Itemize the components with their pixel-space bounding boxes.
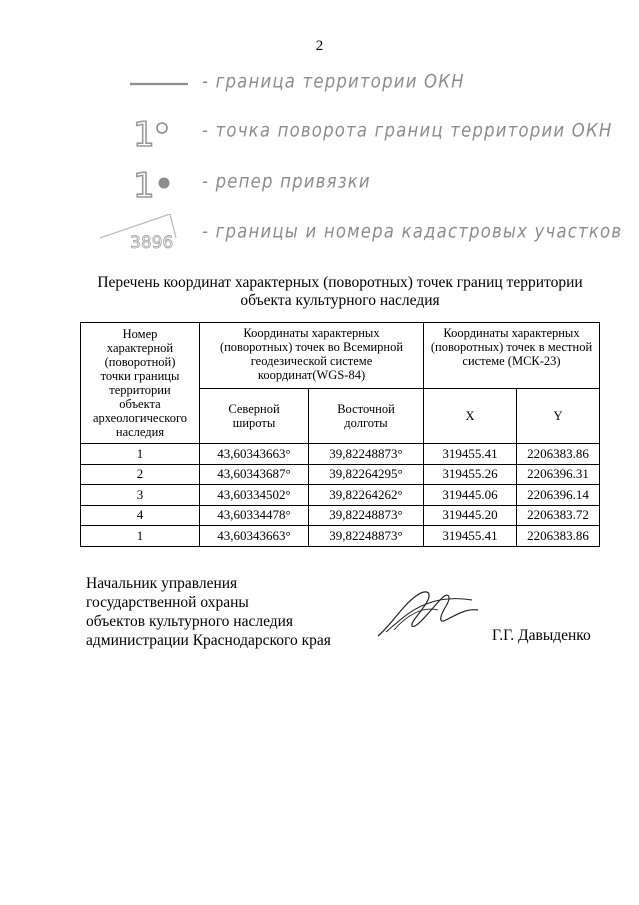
boundary-line-icon	[100, 64, 195, 104]
legend-text: - точка поворота границ территории ОКН	[202, 119, 613, 142]
cell-num: 3	[81, 485, 200, 506]
cell-y: 2206396.14	[517, 485, 600, 506]
list-title-line: объекта культурного наследия	[240, 292, 440, 309]
cell-y: 2206383.72	[517, 505, 600, 526]
cell-num: 1	[81, 444, 200, 465]
legend-item-benchmark	[100, 164, 620, 204]
cell-lat: 43,60334502°	[200, 485, 309, 506]
header-point-number: Номер характерной (поворотной) точки границы территории объекта археологического наследия	[81, 323, 200, 444]
signer-title	[86, 574, 331, 650]
signer-line: Начальник управления	[86, 575, 238, 592]
header-msk23: Координаты характерных (поворотных) точек в местной системе (МСК-23)	[424, 323, 600, 389]
list-title-line: Перечень координат характерных (поворотных) точек границ территории	[97, 274, 583, 291]
table-row	[81, 464, 600, 485]
cell-x: 319445.20	[424, 505, 517, 526]
legend-item-boundary	[100, 64, 620, 104]
signer-line: объектов культурного наследия	[86, 613, 294, 630]
benchmark-icon	[100, 164, 195, 204]
cell-x: 319455.26	[424, 464, 517, 485]
cell-lon: 39,82264295°	[309, 464, 424, 485]
signer-line: государственной охраны	[86, 594, 249, 611]
legend-text: - репер привязки	[202, 170, 371, 193]
cell-num: 1	[81, 526, 200, 547]
cell-lon: 39,82264262°	[309, 485, 424, 506]
legend-text: - граница территории ОКН	[202, 70, 465, 93]
table-row	[81, 526, 600, 547]
legend-item-cadastral	[100, 214, 623, 254]
table-row	[81, 444, 600, 465]
legend-text: - границы и номера кадастровых участков	[202, 220, 623, 243]
cell-y: 2206383.86	[517, 444, 600, 465]
cell-y: 2206396.31	[517, 464, 600, 485]
cell-num: 4	[81, 505, 200, 526]
cell-x: 319455.41	[424, 526, 517, 547]
cadastral-parcel-label: 3896	[130, 233, 174, 253]
table-row	[81, 485, 600, 506]
header-x: X	[424, 389, 517, 444]
coordinates-table	[80, 322, 600, 547]
cell-num: 2	[81, 464, 200, 485]
turning-point-icon	[100, 113, 195, 153]
cell-lon: 39,82248873°	[309, 444, 424, 465]
cell-lat: 43,60343663°	[200, 526, 309, 547]
cell-lon: 39,82248873°	[309, 526, 424, 547]
cell-lon: 39,82248873°	[309, 505, 424, 526]
header-y: Y	[517, 389, 600, 444]
turning-point-label: 1	[133, 115, 155, 153]
header-longitude: Восточной долготы	[309, 389, 424, 444]
signer-line: администрации Краснодарского края	[86, 632, 331, 649]
header-wgs84: Координаты характерных (поворотных) точек во Всемирной геодезической системе координат(WGS-84)	[200, 323, 424, 389]
signer-name: Г.Г. Давыденко	[492, 627, 591, 644]
cell-lat: 43,60343663°	[200, 444, 309, 465]
cell-lat: 43,60334478°	[200, 505, 309, 526]
cell-x: 319455.41	[424, 444, 517, 465]
cadastral-parcel-icon	[100, 214, 195, 254]
page-number: 2	[315, 38, 324, 54]
cell-lat: 43,60343687°	[200, 464, 309, 485]
cell-y: 2206383.86	[517, 526, 600, 547]
benchmark-label: 1	[133, 166, 155, 204]
table-row	[81, 505, 600, 526]
list-title	[40, 274, 639, 310]
header-latitude: Северной широты	[200, 389, 309, 444]
legend-item-turning-point	[100, 113, 620, 153]
cell-x: 319445.06	[424, 485, 517, 506]
handwritten-signature	[372, 586, 482, 640]
